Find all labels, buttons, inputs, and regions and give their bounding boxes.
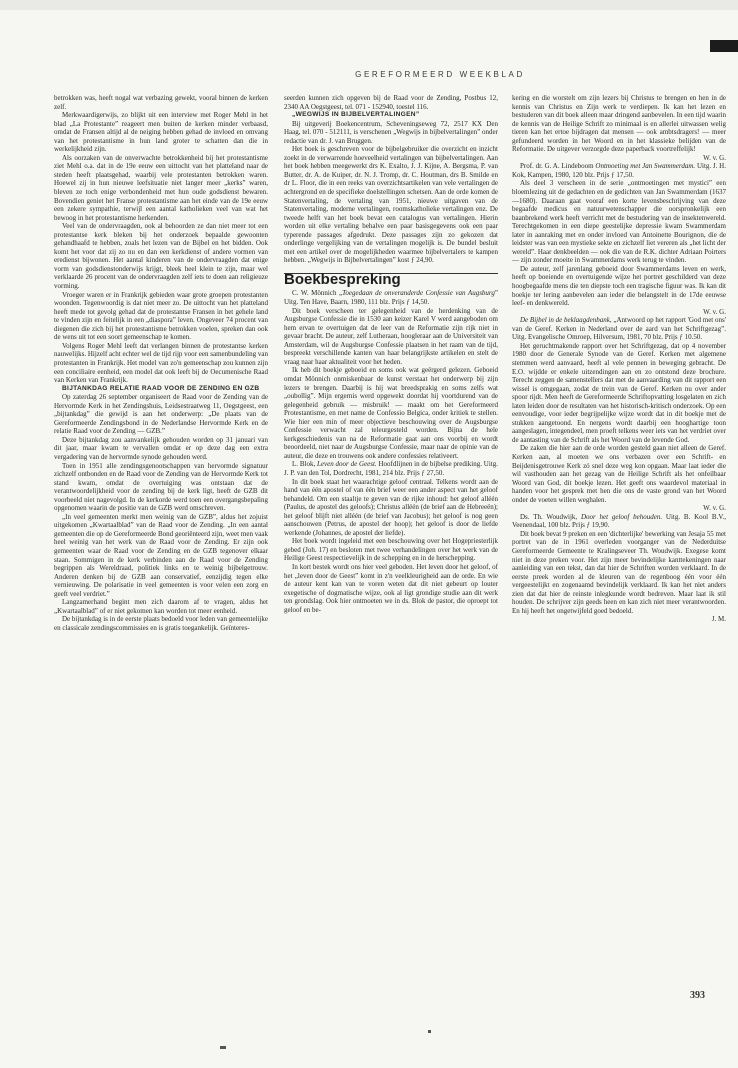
body-paragraph: De auteur, zelf jarenlang geboeid door Swammerdams leven en werk, heeft op boeiende en overtuigende wijze het portret geschilderd van deze hoogbegaafde mens die ten diepste toch een tragische figuur was. Ik kan dit boekje ter lering aanbevelen aan ieder die belangstelt in de 17de eeuwse leef- en denkwereld. [512, 264, 726, 308]
body-paragraph: Ik heb dit boekje geboeid en soms ook wat geërgerd gelezen. Geboeid omdat Mönnich onmiskenbaar de kunst verstaat het onderwerp bij zijn lezers te brengen. Daarbij is hij wat breedsprakig en soms zelfs wat „oubollig”. Mijn ergernis werd opgewekt doordat hij voortdurend van de gelegenheid gebruik — misbruik! — maakt om het Gereformeerd Protestantisme, en met name de Confessio Belgica, onder kritiek te stellen. Wie hier een min of meer objectieve beschouwing over de Augsburgse Confessie verwacht zal teleurgesteld worden. Bijna de hele kerkgeschiedenis van na de Reformatie gaat aan ons voorbij en wordt beoordeeld, niet naar de Augsburgse Confessie, maar naar de opinie van de auteur, die deze en trouwens ook andere confessies relativeert. [284, 366, 498, 460]
book-reference: C. W. Mönnich „Toegedaan de onveranderde Confessie van Augsburg” Uitg. Ten Have, Baarn, 1980, 111 blz. Prijs ƒ 14,50. [284, 289, 499, 307]
scan-speck [220, 1046, 226, 1049]
body-paragraph: Veel van de ondervraagden, ook al behoorden ze dan niet meer tot een protestantse kerk bleken bij het onderzoek bepaalde gewoonten gehandhaafd te hebben, zoals het lezen van de Bijbel en het bidden. Ook komt het voor dat zij zo nu en dan een kerkdienst of andere vormen van eredienst bijwonen. Het aantal kinderen van de ondervraagden dat enige vorm van godsdienstonderwijs krijgt, bleek heel klein te zijn, maar wel verklaarde 26 procent van de ondervraagden zelf iets te doen aan religieuze vorming. [54, 222, 268, 291]
reviewer-signature: J. M. [711, 615, 726, 624]
body-paragraph: In dit boek staat het waarachtige geloof centraal. Telkens wordt aan de hand van één apostel of van één brief weer een ander aspect van het geloof behandeld. Om een staaltje te geven van de rijke inhoud: het geloof alléén (Paulus, de apostel des geloofs); Christus alléén (de brief aan de Hebreeën); het geloof blijft niet alléén (de brief van Jacobus); het geloof is nog geen aanschouwen (Petrus, de apostel der hoop); het geloof is door de liefde werkende (Johannes, de apostel der liefde). [284, 477, 498, 537]
running-header: GEREFORMEERD WEEKBLAD [355, 70, 525, 79]
text-column-2 [284, 94, 499, 614]
text-column-3 [512, 94, 726, 664]
body-paragraph: Vroeger waren er in Frankrijk gebieden waar grote groepen protestanten woonden. Tegenwoordig is dat niet meer zo. De uittocht van het platteland heeft mede tot gevolg gehad dat de protestantse Fransen in het gehele land te vinden zijn en feitelijk in een „diaspora” leven. Ongeveer 74 procent van diegenen die zich bij het protestantisme betrokken voelen, spreken dan ook de wens uit tot een soort gemeenschap te komen. [54, 290, 268, 342]
body-paragraph: Het boek wordt ingeleid met een beschouwing over het Hogepriesterlijk gebed (Joh. 17) en besloten met twee verhandelingen over het werk van de Heilige Geest respectievelijk in de schepping en in de herschepping. [284, 537, 498, 563]
body-paragraph: Bij uitgeverij Boekencentrum, Scheveningseweg 72, 2517 KX Den Haag, tel. 070 - 512111, is verschenen „Wegwijs in bijbelvertalingen” onder redactie van dr. J. van Bruggen. [284, 119, 498, 145]
text-column-1 [54, 94, 268, 632]
book-reference: Prof. dr. G. A. Lindeboom Ontmoeting met Jan Swammerdam. Uitg. J. H. Kok, Kampen, 1980, 120 blz. Prijs ƒ 17,50. [512, 162, 726, 179]
body-paragraph: Als oorzaken van de onverwachte betrokkenheid bij het protestantisme ziet Mehl o.a. dat in de 19e eeuw een uittocht van het platteland naar de steden heeft plaatsgehad, waarbij vele protestanten betrokken waren. Hoewel zij in hun nieuwe leefsituatie niet langer meer „kerks” waren, bleven ze toch enige verbondenheid met hun oude godsdienst bewaren. Bovendien geniet het Franse protestantisme aan het einde van de 19e eeuw een zekere sympathie, terwijl een aantal katholieken veel van wat het bewoog in het protestantisme herkenden. [54, 153, 268, 222]
body-paragraph: Het boek is geschreven voor de bijbelgebruiker die overzicht en inzicht zoekt in de verwarrende hoeveelheid vertalingen van bijbelvertalingen. Aan het boek hebben meegewerkt drs K. Exalto, J. J. Kijne, A. Bergsma, P. van Butter, dr. A. de Kuiper, dr. N. J. Tromp, dr. C. Houtman, drs B. Smilde en dr L. Floor, die in een reeks van overzichtsartikelen van vele vertalingen de achtergrond en de specifieke doelstellingen schetsen. Aan de orde komen de Statenvertaling, de vertaling van 1951, nieuwe uitgaven van de Statenvertaling, moderne vertalingen, roomskatholieke vertalingen enz. De tweede helft van het boek bevat een catalogus van vertalingen. Hierin worden uit elke vertaling behalve een paar basisgegevens ook een paar typerende passages afgedrukt. Deze passages zijn zo gekozen dat onderlinge vergelijking van de vertalingen mogelijk is. De bundel besluit met een artikel over de mogelijkheden waarmee bijbelvertalers te kampen hebben. „Wegwijs in Bijbelvertalingen” kost ƒ 24,90. [284, 145, 498, 265]
body-paragraph: De zaken die hier aan de orde worden gesteld gaan niet alleen de Geref. Kerken aan, al moeten we ons verbazen over een Schrift- en Beijdenisgetrouwe Kerk zó snel deze weg kon opgaan. Maar laat ieder die wil vasthouden aan het gezag van de Heilige Schrift als het onfeilbaar Woord van God, dit boekje lezen. Het geeft ons waardevol materiaal in handen voor het gesprek met hen die ons de vaste grond van het Woord onder de voeten willen weghalen. [512, 444, 726, 504]
reviewer-signature: W. v. G. [703, 307, 726, 316]
body-paragraph: Het geruchtmakende rapport over het Schriftgezag, dat op 4 november 1980 door de Generale Synode van de Geref. Kerken met algemene stemmen werd aanvaard, heeft al vele pennen in beweging gebracht. De E.O. wijdde er enkele uitzendingen aan en zo ontstond deze brochure. Terecht zeggen de samenstellers dat met de aanvaarding van dit rapport een wissel is omgegaan, zodat de trein van de Geref. Kerken nu over ander spoor rijdt. Men heeft de Gereformeerde Schriftopvatting losgelaten en zich laten leiden door de resultaten van het historisch-kritisch onderzoek. Op een eenvoudige, voor ieder begrijpelijke wijze wordt dat in dit boekje met de stukken aangetoond. En nergens wordt daarbij een hooghartige toon aangeslagen, integendeel, men proeft telkens weer iets van het verdriet over de aantasting van de Schrift als het Woord van de levende God. [512, 341, 726, 444]
reviewer-signature: W. v. G. [703, 504, 726, 513]
body-paragraph: Volgens Roger Mehl leeft dat verlangen binnen de protestantse kerken nauwelijks. Hijzelf acht echter wel de tijd rijp voor een samenbundeling van protestanten in Frankrijk. Het model van zo'n gemeenschap zou kunnen zijn een conciliaire eenheid, een model dat ook leeft bij de Oecumenische Raad van Kerken van Frankrijk. [54, 341, 268, 385]
scan-speck [428, 1030, 431, 1033]
body-paragraph: Deze bijtankdag zou aanvankelijk gehouden worden op 31 januari van dit jaar, maar kwam te vervallen omdat er op deze dag een extra vergadering van de hervormde synode gehouden werd. [54, 435, 268, 461]
body-paragraph: In kort bestek wordt ons hier veel geboden. Het leven door het geloof, of het „leven door de Geest” komt in z'n veelkleurigheid aan de orde. En wie de auteur kent kan van te voren weten dat dit niet gebeurt op louter exegetische of dogmatische wijze, ook al ligt grondige studie aan dit werk ten grondslag. Ook hier ontmoeten we in ds. Blok de pastor, die oproept tot geloof en be- [284, 562, 498, 614]
body-paragraph: Op zaterdag 26 september organiseert de Raad voor de Zending van de Hervormde Kerk in het Zendingshuis, Leidsestraatweg 11, Oegstgeest, een „bijtankdag” die gewijd is aan het onderwerp: „De plaats van de Gereformeerde Zendingsbond in de Nederlandse Hervormde Kerk en de relatie Raad voor de Zending — GZB.” [54, 393, 268, 436]
book-reference: L. Blok, Leven door de Geest. Hoofdlijnen in de bijbelse prediking. Uitg. J. P. van den Tol, Dordrecht, 1981, 214 blz. Prijs ƒ 27,50. [284, 460, 498, 477]
reviewer-signature: W. v. G. [703, 153, 726, 162]
body-paragraph: Als deel 3 verscheen in de serie „ontmoetingen met mystici” een bloemlezing uit de gedachten en de gedichten van Jan Swammerdam (1637—1680). Daaraan gaat vooraf een korte levensbeschrijving van deze begaafde medicus en natuurwetenschapper die oorspronkelijk een baanbrekend werk heeft verricht met de bestudering van de insektenwereld. Terechtgekomen in een diepe geestelijke depressie kwam Swammerdam later in aanraking met en onder invloed van Antoinette Bourignon, die de leidster was van een mystieke sekte en zichzelf liet vereren als „het licht der wereld”. Haar denkbeelden — ook die van de R.K. dichter Adriaan Poirters — zijn zonder moeite in Swammerdams werk terug te vinden. [512, 179, 726, 265]
body-paragraph: „In veel gemeenten merkt men weinig van de GZB”, aldus het zojuist uitgekomen „Kwartaalblad” van de Raad voor de Zending. „In een aantal gemeenten die op de Gereformeerde Bond georiënteerd zijn, weet men vaak heel weinig van het werk van de Raad voor de Zending. Er zijn ook gemeenten waar de Raad voor de Zending en de GZB tegenover elkaar staan. Sommigen in de kerk verbinden aan de Raad voor de Zending begrippen als Wereldraad, politiek links en te weinig bijbelgetrouw. Anderen denken bij de GZB aan conservatief, eenzijdig tegen elke vernieuwing. De polarisatie in veel gemeenten is voor velen een zorg en geeft veel verdriet.” [54, 512, 268, 598]
body-paragraph: De bijtankdag is in de eerste plaats bedoeld voor leden van gemeentelijke en classicale zendingscommissies en is gratis toegankelijk. Geïnteres- [54, 615, 268, 632]
section-title: Boekbespreking [284, 270, 401, 288]
page-number: 393 [690, 990, 705, 1001]
scan-top-edge [0, 0, 738, 10]
book-reference: Ds. Th. Woudwijk, Door het geloof behouden. Uitg. B. Kool B.V., Veenendaal, 100 blz. Prijs ƒ 19,90. [512, 512, 726, 530]
body-paragraph: betrokken was, heeft nogal wat verbazing gewekt, vooral binnen de kerken zelf. [54, 94, 268, 111]
body-paragraph: seerden kunnen zich opgeven bij de Raad voor de Zending, Postbus 12, 2340 AA Oegstgeest, tel. 071 - 152940, toestel 116. [284, 94, 498, 111]
article-subheading: BIJTANKDAG RELATIE RAAD VOOR DE ZENDING EN GZB [62, 384, 260, 392]
body-paragraph: Dit boek bevat 9 preken en een 'dichterlijke' bewerking van Jesaja 55 met portret van de in 1961 overleden voorganger van de Nederduitse Gereformeerde Gemeente te Kralingseveer Th. Woudwijk. Exegese komt niet in deze preken voor. Het zijn meer bevindelijke kanttekeningen naar aanleiding van een tekst, dan dat hier de Schriften worden verklaard. In de eerste preek worden al de kleuren van de regenboog één voor één vergeestelijkt en zogenaamd bevindelijk verklaard. Ik kan het niet anders zien dat dat hier de reinste inlegkunde wordt bedreven. Maar laat ik stil houden. De schrijver zijn geeds heen en kan zich niet meer verantwoorden. En hij heeft het ongetwijfeld goed bedoeld. [512, 529, 726, 615]
book-reference: De Bijbel in de beklaagdenbank, „Antwoord op het rapport 'God met ons' van de Geref. Kerken in Nederland over de aard van het Schriftgezag”. Uitg. Evangelische Omroep, Hilversum, 1981, 70 blz. Prijs ƒ 10.50. [512, 316, 726, 342]
body-paragraph: Dit boek verscheen ter gelegenheid van de herdenking van de Augsburgse Confessie die in 1530 aan keizer Karel V werd aangeboden om hem ervan te overtuigen dat de leer van de Reformatie zijn rijk niet in gevaar bracht. De auteur, zelf Lutheraan, hoogleraar aan de Universiteit van Amsterdam, wil de Augsburgse Confessie plaatsen in het raam van de tijd, bespreekt verschillende kanten van haar belangrijkste artikelen en stelt de vraag naar haar aktualiteit voor het heden. [284, 306, 498, 366]
scan-corner-mark [710, 40, 738, 52]
article-subheading: „WEGWIJS IN BIJBELVERTALINGEN” [292, 111, 420, 119]
body-paragraph: Merkwaardigerwijs, zo blijkt uit een interview met Roger Mehl in het blad „La Protestante” reageert men buiten de kerken minder verbaasd, omdat de Fransen altijd al de neiging hebben gehad de invloed en omvang van het protestantisme in hun land groter te schatten dan die in werkelijkheid zijn. [54, 111, 268, 154]
body-paragraph: kering en die worstelt om zijn lezers bij Christus te brengen en hen in de kennis van Christus en Zijn werk te verdiepen. Ik kan het lezen en bestuderen van dit boek alleen maar dringend aanbevelen. In een tijd waarin de kennis van de Heilige Schrift zo minimaal is en allerlei uitwassen welig tieren kan het ertoe bijdragen dat mensen — ook ambtsdragers! — meer gefundeerd worden in het Woord en in het klassieke belijden van de Reformatie. De uitgever verzorgde deze paperback voortreffelijk! [512, 94, 726, 154]
body-paragraph: Langzamerhand begint men zich daarom af te vragen, aldus het „Kwartaalblad” of er niet gekomen kan worden tot meer eenheid. [54, 598, 268, 615]
body-paragraph: Toen in 1951 alle zendingsgenootschappen van hervormde signatuur zichzelf ontbonden en de Raad voor de Zending van de Hervormde Kerk tot stand kwam, omdat de overtuiging was ontstaan dat de verantwoordelijkheid voor de zending bij de kerk ligt, heeft de GZB dit voorbeeld niet nagevolgd. In de kerkorde werd toen een overgangsbepaling opgenomen waarin de positie van de GZB werd omschreven. [54, 461, 268, 513]
